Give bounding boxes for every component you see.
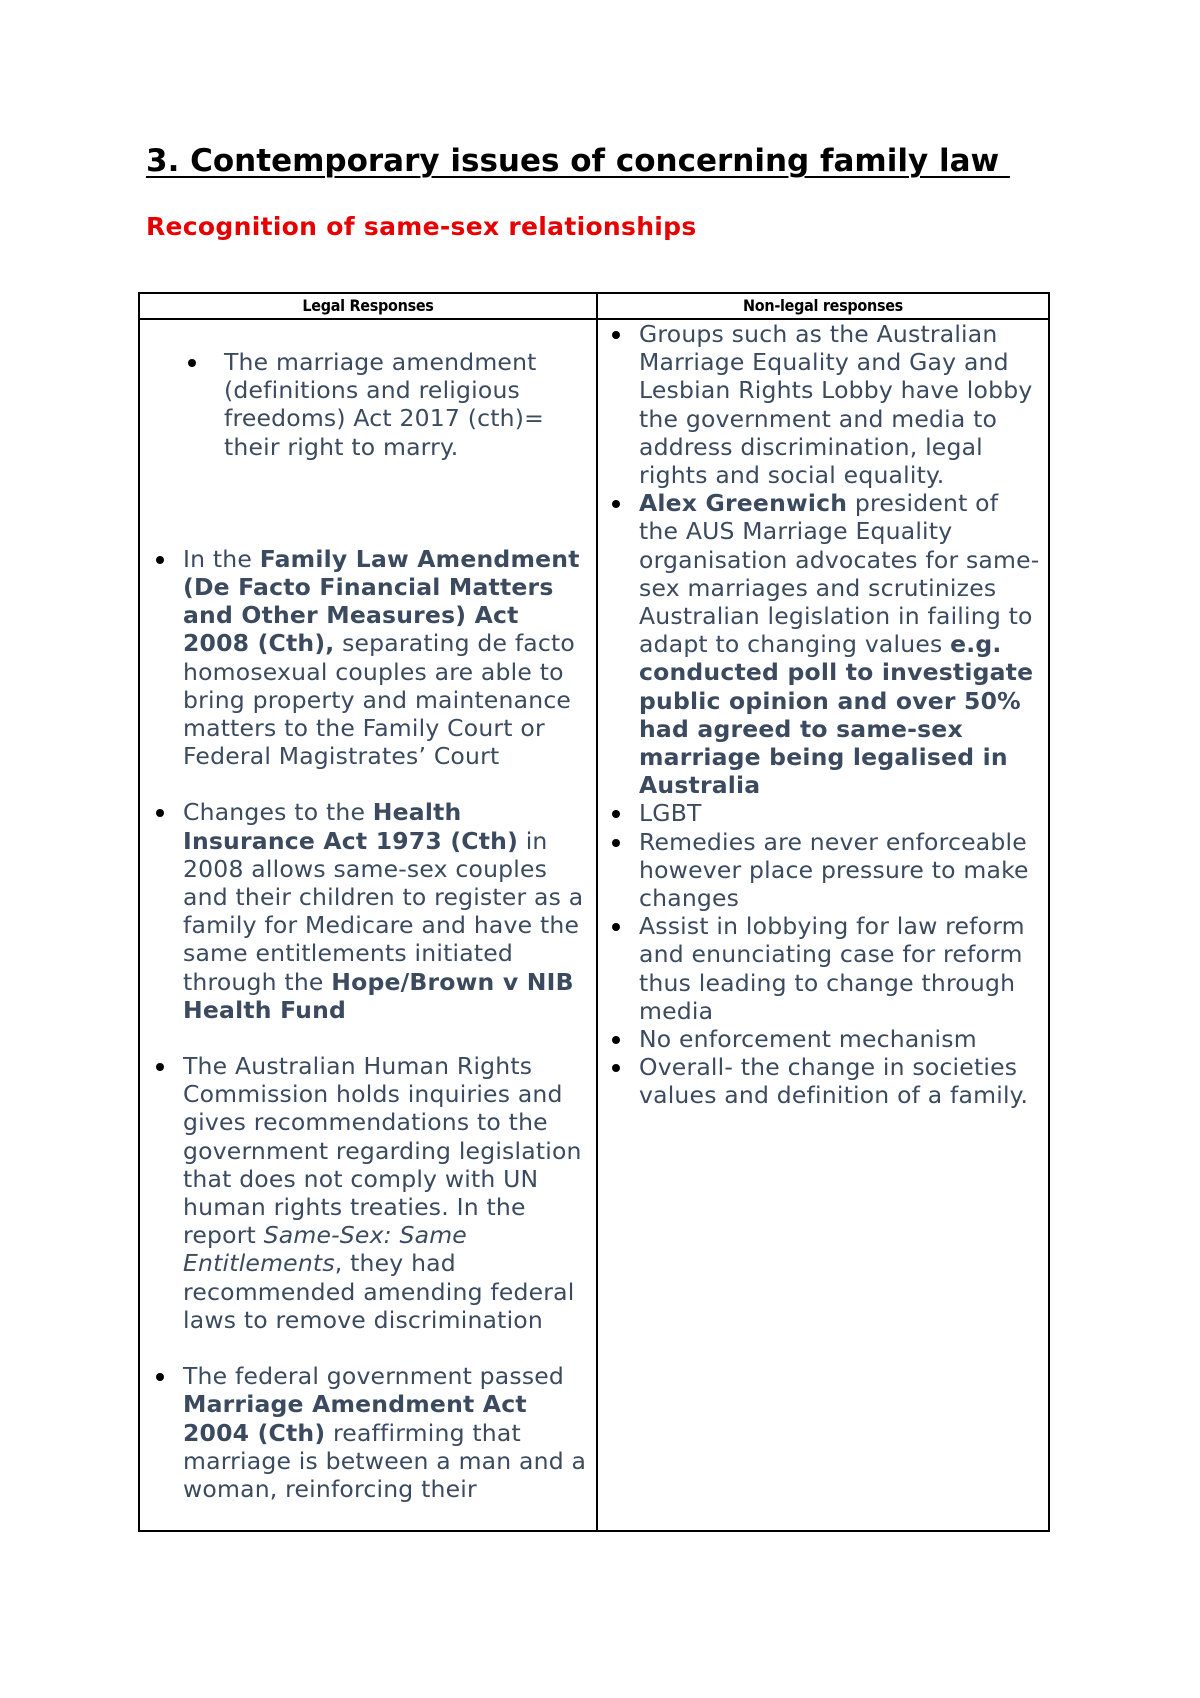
table-header-row xyxy=(139,293,1049,319)
item-text: The marriage amendment (definitions and religious freedoms) Act 2017 (cth)= their right to marry. xyxy=(224,348,545,461)
poll-example: e.g. conducted poll to investigate public opinion and over 50% had agreed to same-sex marriage being legalised in Australia xyxy=(639,630,1034,800)
person-name: Alex Greenwich xyxy=(639,489,848,518)
list-item xyxy=(598,320,1048,489)
item-text: Assist in lobbying for law reform and enunciating case for reform thus leading to change through media xyxy=(639,912,1025,1025)
act-name: Family Law Amendment (De Facto Financial Matters and Other Measures) Act 2008 (Cth), xyxy=(183,544,580,658)
item-text: separating de facto homosexual couples are able to bring property and maintenance matters to the Family Court or Federal Magistrates’ Court xyxy=(183,629,576,771)
list-item xyxy=(598,799,1048,827)
item-text: LGBT xyxy=(639,799,702,828)
non-legal-responses-cell xyxy=(597,319,1049,1531)
non-legal-responses-list xyxy=(598,320,1048,1110)
report-title: Same-Sex: Same Entitlements xyxy=(183,1221,467,1278)
non-legal-responses-header: Non-legal responses xyxy=(597,293,1049,319)
list-item xyxy=(140,348,596,461)
item-text: president of the AUS Marriage Equality organisation advocates for same-sex marriages and scrutinizes Australian legislation in failing to adapt to changing values xyxy=(639,489,1040,659)
act-name: Marriage Amendment Act 2004 (Cth) xyxy=(183,1390,527,1447)
item-text: in 2008 allows same-sex couples and their children to register as a family for Medicare and have the same entitlements initiated through the xyxy=(183,826,584,996)
list-item xyxy=(598,1025,1048,1053)
item-text: No enforcement mechanism xyxy=(639,1025,977,1054)
legal-responses-cell xyxy=(139,319,597,1531)
item-text: Remedies are never enforceable however place pressure to make changes xyxy=(639,827,1029,913)
list-item xyxy=(140,1052,596,1334)
item-text: In the xyxy=(183,544,260,573)
item-text: Changes to the xyxy=(183,798,373,827)
item-text: The Australian Human Rights Commission holds inquiries and gives recommendations to the government regarding legislation that does not comply with UN human rights treaties. In the report xyxy=(183,1052,582,1250)
legal-responses-list xyxy=(140,348,596,1503)
item-text: reaffirming that marriage is between a man and a woman, reinforcing their xyxy=(183,1418,587,1503)
page-title: 3. Contemporary issues of concerning family law xyxy=(146,143,1010,179)
item-text: Groups such as the Australian Marriage Equality and Gay and Lesbian Rights Lobby have lobby the government and media to address discrimination, legal rights and social equality. xyxy=(639,320,1033,490)
section-heading: Recognition of same-sex relationships xyxy=(146,212,697,241)
legal-responses-header: Legal Responses xyxy=(139,293,597,319)
item-text: , they had recommended amending federal laws to remove discrimination xyxy=(183,1249,575,1334)
act-name: Health Insurance Act 1973 (Cth) xyxy=(183,798,519,855)
list-item xyxy=(598,489,1048,799)
list-item xyxy=(598,912,1048,1025)
list-item xyxy=(598,828,1048,913)
list-item xyxy=(140,545,596,771)
item-text: The federal government passed xyxy=(183,1362,565,1391)
responses-table xyxy=(138,292,1050,1532)
item-text: Overall- the change in societies values and definition of a family. xyxy=(639,1053,1029,1110)
table-row xyxy=(139,319,1049,1531)
case-name: Hope/Brown v NIB Health Fund xyxy=(183,967,574,1024)
list-item xyxy=(598,1053,1048,1109)
list-item xyxy=(140,798,596,1024)
list-item xyxy=(140,1362,596,1503)
